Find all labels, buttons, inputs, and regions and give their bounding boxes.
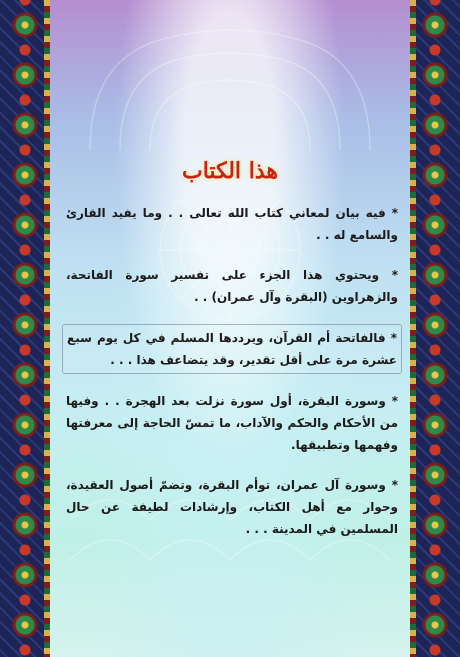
left-ornamental-border	[0, 0, 50, 657]
paragraph-list	[62, 200, 402, 556]
content-panel	[50, 0, 410, 657]
right-ornamental-border	[410, 0, 460, 657]
paragraph-intro: * فيه بيان لمعاني كتاب الله تعالى . . وما يفيد القارئ والسامع له . .	[66, 206, 398, 242]
paragraph-fatiha: * فالفاتحة أم القرآن، ويرددها المسلم في كل يوم سبع عشرة مرة على أقل تقدير، وقد يتضاعف هذا . . .	[62, 324, 402, 374]
paragraph-baqarah: * وسورة البقرة، أول سورة نزلت بعد الهجرة . . وفيها من الأحكام والحكم والآداب، ما تمسّ الحاجة إلى معرفتها وفهمها وتطبيقها.	[66, 394, 398, 452]
page-title: هذا الكتاب	[182, 158, 278, 184]
paragraph-contents: * ويحتوي هذا الجزء على تفسير سورة الفاتحة، والزهراوين (البقرة وآل عمران) . .	[66, 268, 398, 304]
paragraph-al-imran: * وسورة آل عمران، توأم البقرة، وتضمّ أصول العقيدة، وحوار مع أهل الكتاب، وإرشادات لطيفة عن حال المسلمين في المدينة . . .	[66, 478, 398, 536]
